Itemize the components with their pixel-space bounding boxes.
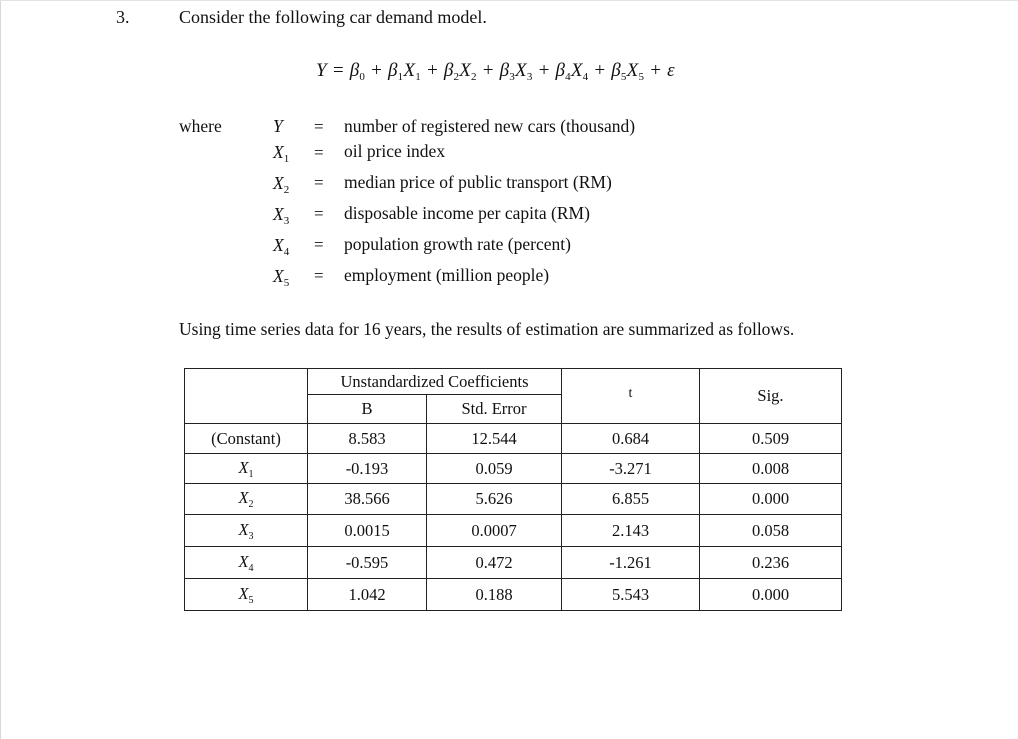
coef-b: -0.193 [308,454,427,484]
question-intro: Consider the following car demand model. [179,7,487,27]
coef-b: 38.566 [308,484,427,515]
coef-sig: 0.236 [700,547,842,579]
header-t: t [562,369,700,424]
equation-error-term: ε [667,60,675,81]
row-label: $X_5$ [185,579,308,611]
equation-term: $\beta_1X_1$ [388,60,421,83]
equals-sign: = [314,235,324,254]
variable-symbol: $X_4$ [273,235,290,258]
equals-sign: = [314,173,324,192]
table-row [185,424,842,454]
question-number: 3. [116,7,130,27]
variable-symbol: $X_3$ [273,204,290,227]
coef-t: 0.684 [562,424,700,454]
coef-std-error: 0.188 [427,579,562,611]
page-top-edge [0,0,1018,1]
coef-t: 5.543 [562,579,700,611]
variable-symbol: $X_1$ [273,142,290,165]
header-unstandardized-coefficients: Unstandardized Coefficients [308,369,562,395]
coef-std-error: 12.544 [427,424,562,454]
table-row [185,484,842,515]
coef-sig: 0.000 [700,484,842,515]
variable-symbol: $X_5$ [273,266,290,289]
model-equation: $Y = \beta_0 + \beta_1X_1 + \beta_2X_2 + \beta_3X_3 + \beta_4X_4 + \beta_5X_5 + \varepsilon$ [316,60,675,83]
table-row [185,579,842,611]
coef-sig: 0.000 [700,579,842,611]
header-empty-cell [185,369,308,424]
header-b: B [308,395,427,424]
coef-std-error: 0.059 [427,454,562,484]
coef-b: 8.583 [308,424,427,454]
row-label: (Constant) [185,424,308,454]
equals-sign: = [314,117,324,136]
coef-std-error: 0.472 [427,547,562,579]
table-row [185,454,842,484]
coef-t: 2.143 [562,515,700,547]
equals-sign: = [314,266,324,285]
page-edge [0,0,1,739]
variable-definition: population growth rate (percent) [344,234,571,254]
table-row [185,515,842,547]
coef-std-error: 5.626 [427,484,562,515]
equation-term: $\beta_5X_5$ [611,60,645,83]
coef-sig: 0.058 [700,515,842,547]
coef-sig: 0.008 [700,454,842,484]
equation-term: $\beta_3X_3$ [499,60,533,83]
equals-sign: = [314,143,324,162]
variable-symbol: Y [273,116,283,136]
equation-lhs: Y [316,60,327,81]
coef-b: 1.042 [308,579,427,611]
variable-symbol: $X_2$ [273,173,290,196]
header-sig: Sig. [700,369,842,424]
variable-definition: disposable income per capita (RM) [344,203,590,223]
equation-term: $\beta_2X_2$ [443,60,477,83]
equals-sign: = [314,204,324,223]
results-table [184,368,842,611]
row-label: $X_3$ [185,515,308,547]
row-label: $X_1$ [185,454,308,484]
coef-t: -3.271 [562,454,700,484]
coef-b: -0.595 [308,547,427,579]
coef-t: -1.261 [562,547,700,579]
coef-std-error: 0.0007 [427,515,562,547]
coef-t: 6.855 [562,484,700,515]
row-label: $X_2$ [185,484,308,515]
where-label: where [179,116,222,136]
row-label: $X_4$ [185,547,308,579]
equation-term: $\beta_4X_4$ [555,60,589,83]
summary-text: Using time series data for 16 years, the results of estimation are summarized as follows. [179,319,795,339]
table-header-row [185,369,842,395]
variable-definition: median price of public transport (RM) [344,172,612,192]
coef-sig: 0.509 [700,424,842,454]
table-row [185,547,842,579]
variable-definition: number of registered new cars (thousand) [344,116,636,136]
coef-b: 0.0015 [308,515,427,547]
variable-definition: employment (million people) [344,265,550,285]
equation-term: $\beta_0$ [349,60,366,83]
header-std-error: Std. Error [427,395,562,424]
variable-definition: oil price index [344,141,446,161]
